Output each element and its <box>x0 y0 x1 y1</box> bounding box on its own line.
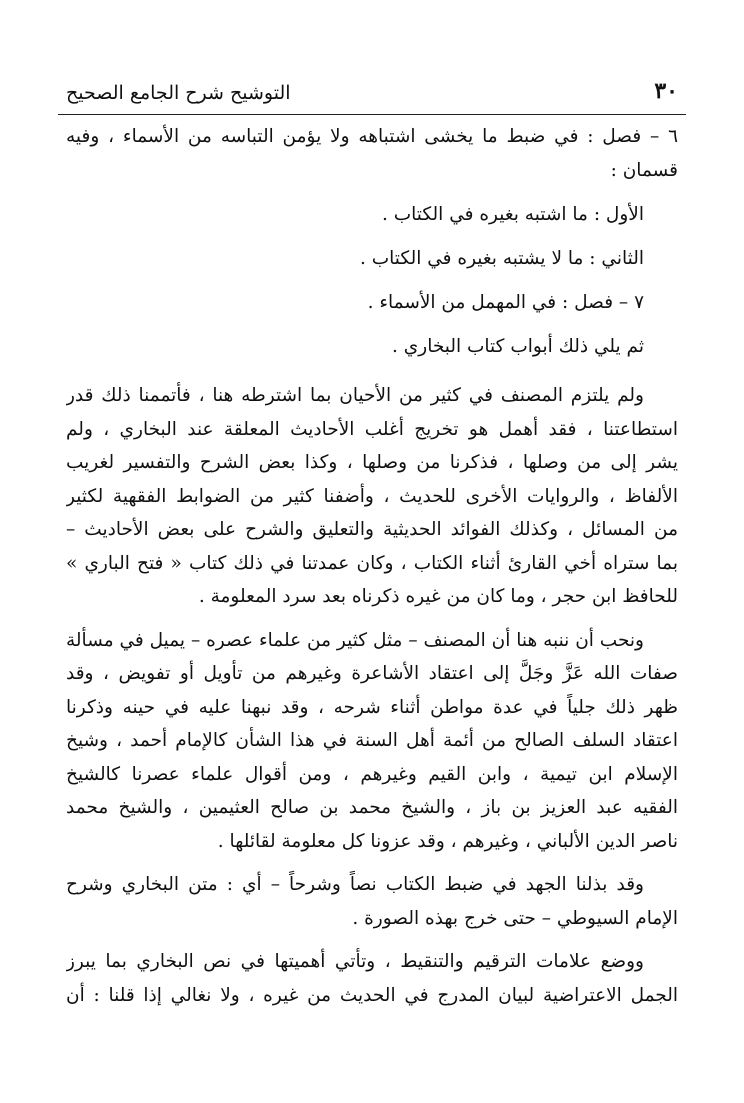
paragraph <box>66 868 678 935</box>
list-item: الأول : ما اشتبه بغيره في الكتاب . <box>381 204 644 225</box>
text-line: من المسائل ، وكذلك الفوائد الحديثية والتعليق والشرح على بعض الأحاديث – <box>66 519 678 540</box>
text-line: للحافظ ابن حجر ، وما كان من غيره ذكرناه بعد سرد المعلومة . <box>198 586 678 607</box>
text-line: ٦ – فصل : في ضبط ما يخشى اشتباهه ولا يؤمن التباسه من الأسماء ، وفيه <box>66 126 678 147</box>
text-line: وقد بذلنا الجهد في ضبط الكتاب نصاً وشرحاً – أي : متن البخاري وشرح <box>66 874 644 895</box>
list-item: ٧ – فصل : في المهمل من الأسماء . <box>367 292 644 313</box>
text-line: استطاعتنا ، فقد أهمل هو تخريج أغلب الأحاديث المعلقة عند البخاري ، ولم <box>66 418 678 440</box>
text-line: الإسلام ابن تيمية ، وابن القيم وغيرهم ، ومن أقوال علماء عصرنا كالشيخ <box>66 763 678 785</box>
page-header <box>58 78 686 112</box>
header-rule <box>58 114 686 115</box>
text-line: ولم يلتزم المصنف في كثير من الأحيان بما اشترطه هنا ، فأتممنا ذلك قدر <box>66 385 644 406</box>
page-number: ٣٠ <box>654 78 678 104</box>
section-6 <box>66 120 678 187</box>
text-line: صفات الله عَزَّ وجَلَّ إلى اعتقاد الأشاعرة وغيرهم من تأويل أو تفويض ، وقد <box>66 663 678 684</box>
list-item: الثاني : ما لا يشتبه بغيره في الكتاب . <box>359 248 644 269</box>
text-line: قسمان : <box>610 159 678 181</box>
text-line: الألفاظ ، والروايات الأخرى للحديث ، وأضفنا كثير من الضوابط الفقهية لكثير <box>66 485 678 507</box>
paragraph <box>66 379 678 614</box>
paragraph <box>66 624 678 859</box>
text-line: بما ستراه أخي القارئ أثناء الكتاب ، وكان عمدتنا في ذلك كتاب « فتح الباري » <box>66 552 678 574</box>
running-title: التوشيح شرح الجامع الصحيح <box>66 82 291 104</box>
section-list <box>66 193 678 369</box>
text-line: ظهر ذلك جلياً في عدة مواطن أثناء شرحه ، وقد نبهنا عليه في حينه وذكرنا <box>66 696 678 718</box>
paragraph <box>66 945 678 1012</box>
list-item: ثم يلي ذلك أبواب كتاب البخاري . <box>392 336 644 357</box>
page-body <box>66 120 678 1012</box>
text-line: الفقيه عبد العزيز بن باز ، والشيخ محمد بن صالح العثيمين ، والشيخ محمد <box>66 797 678 818</box>
text-line: يشر إلى من وصلها ، فذكرنا من وصلها ، وكذا بعض الشرح والتفسير لغريب <box>66 452 678 473</box>
text-line: ناصر الدين الألباني ، وغيرهم ، وقد عزونا كل معلومة لقائلها . <box>217 830 678 852</box>
text-line: اعتقاد السلف الصالح من أئمة أهل السنة في هذا الشأن كالإمام أحمد ، وشيخ <box>66 730 678 751</box>
text-line: الإمام السيوطي – حتى خرج بهذه الصورة . <box>352 907 678 929</box>
text-line: الجمل الاعتراضية لبيان المدرج في الحديث من غيره ، ولا نغالي إذا قلنا : أن <box>66 984 678 1006</box>
text-line: ووضع علامات الترقيم والتنقيط ، وتأتي أهميتها في نص البخاري بما يبرز <box>66 951 644 972</box>
text-line: ونحب أن ننبه هنا أن المصنف – مثل كثير من علماء عصره – يميل في مسألة <box>66 629 644 651</box>
